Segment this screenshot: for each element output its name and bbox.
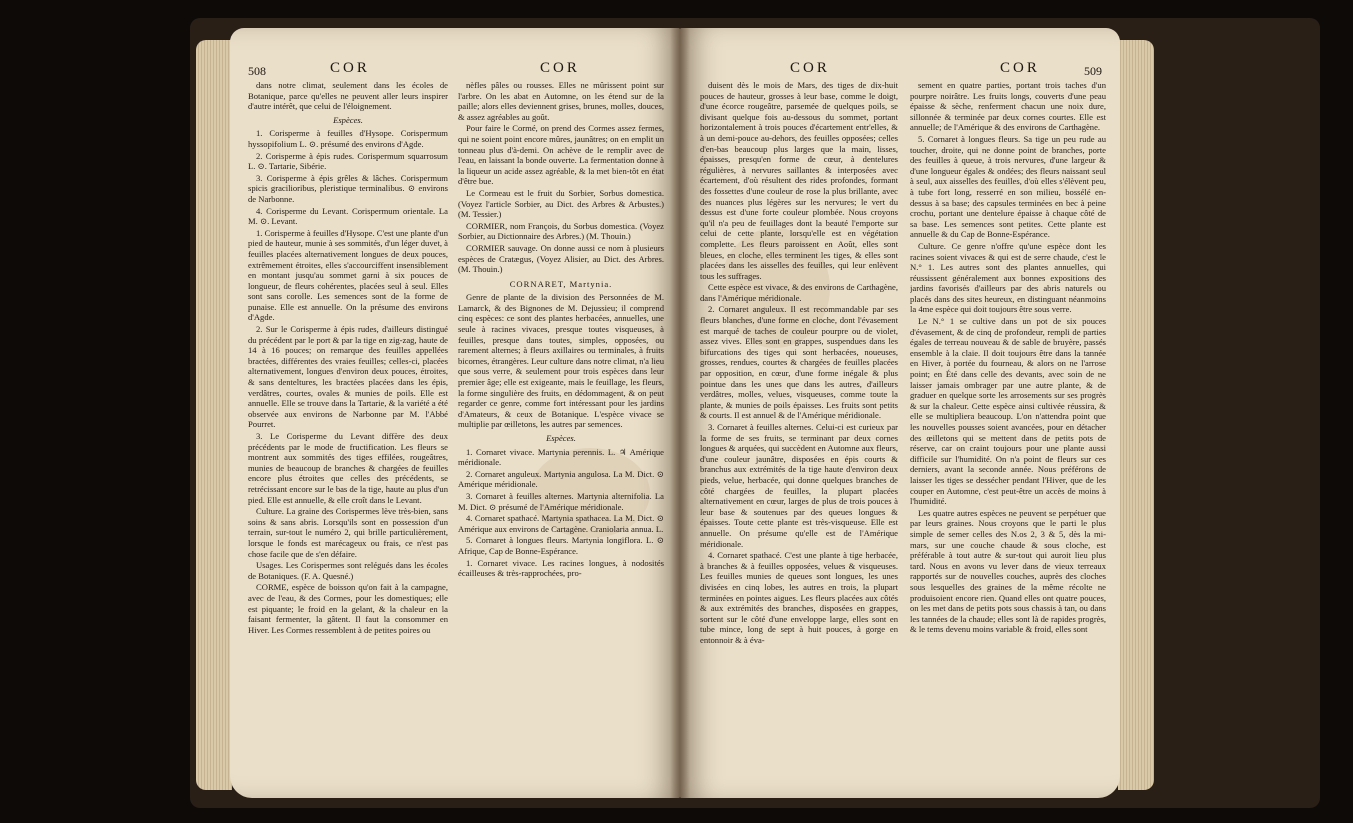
- paragraph: Culture. La graine des Corispermes lève très-bien, sans soins & sans abris. Lorsqu'ils sont en possession d'un terrain, sur-tout le numéro 2, qui brille particulièrement, lorsque le fonds est marécageux ou frais, ce n'est pas chose facile que de s'en défaire.: [248, 506, 448, 559]
- paragraph: Espèces.: [546, 433, 576, 443]
- text-column: [910, 80, 1106, 795]
- paragraph: 1. Corisperme à feuilles d'Hysope. C'est une plante d'un pied de hauteur, munie à ses sommités, d'un léger duvet, à feuilles placées alternativement longues de deux pouces, extrêmement étroites, elles s'accourciffent insensiblement en montant jusqu'au sommet garni à six pouces de longueur, de fleurs cohérentes, placées seul à seul. Elles sont sans corolle. Les semences sont de la forme de punaise. Elle est annuelle. On la présume des environs d'Agde.: [248, 227, 448, 323]
- paragraph: 4. Corisperme du Levant. Corispermum orientale. La M. ⊙. Levant.: [248, 205, 448, 227]
- paragraph: 1. Corisperme à feuilles d'Hysope. Corispermum hyssopifolium L. ⊙. présumé des environs d'Agde.: [248, 128, 448, 149]
- paragraph: Culture. Ce genre n'offre qu'une espèce dont les racines soient vivaces & qui est de serre chaude, c'est le N.° 1. Les autres sont des plantes annuelles, qui réussissent généralement aux bonnes expositions des jardins favorisés d'ailleurs par des abris naturels ou placés dans des sites heureux, en distinguant néanmoins la 4me espèce qui doit toujours être sous verre.: [910, 240, 1106, 315]
- paragraph: duisent dès le mois de Mars, des tiges de dix-huit pouces de hauteur, grosses à leur base, comme le doigt, d'une écorce rougeâtre, parsemée de quelques poils, se divisant quelque fois au-dessous du sommet, portant horizontalement à trois pouces d'écartement entr'elles, & à un demi-pouce au-dehors, des feuilles opposées; celles d'en-bas beaucoup plus larges que la main, lisses, épaisses, presqu'en forme de cœur, à dentelures régulières, à nervures saillantes & interposées avec écartement, d'où résultent des rides profondes, formant des fossettes d'une couleur de rose la plus brillante, avec des nuances plus légères sur les nervures; le vert du dessus est d'une forte couleur plombée. Nous croyons qu'il n'a peu de feuillages dont la beauté l'emporte sur celui de cette plante, lorsqu'elle est en végétation complette. Les fleurs paroissent en Août, elles sont bleues, en cloche, elles terminent les tiges, & elles sont placées dans les aisselles des feuilles, qui leur enlèvent tous les suffrages.: [700, 80, 898, 281]
- page-number: 509: [1084, 64, 1102, 78]
- left-page: [230, 28, 680, 798]
- right-page-edges: [1118, 40, 1154, 790]
- text-column: [248, 80, 448, 795]
- paragraph: 4. Cornaret spathacé. Martynia spathacea. La M. Dict. ⊙ Amérique aux environs de Cartagène. Craniolaria annua. L.: [458, 513, 664, 534]
- paragraph: CORMIER, nom François, du Sorbus domestica. (Voyez Sorbier, au Dictionnaire des Arbres.) (M. Thouin.): [458, 220, 664, 242]
- paragraph: 4. Cornaret spathacé. C'est une plante à tige herbacée, à branches & à feuilles opposées, velues & visqueuses. Les feuilles munies de queues sont longues, les unes divisées en cinq lobes, les autres en trois, la plupart terminées en pointes aigues. Les fleurs placées aux côtés & aux extrémités des branches, disposées en grappes, sortent sur le côté d'une enveloppe large, elles sont en tube mince, long de sept à huit pouces, à gorge en entonnoir & à éva-: [700, 550, 898, 645]
- paragraph: Le N.° 1 se cultive dans un pot de six pouces d'évasement, & de cinq de profondeur, rempli de parties égales de terreau nouveau & de sable de bruyère, passés ensemble à la claie. Il doit toujours être dans la tannée en Hiver, à portée du fourneau, & alors on ne l'arrose point; en Été dans celle des devants, avec soin de ne laisser jamais ombrager par une autre plante, & de graduer en quelque sorte les arrosements sur ses progrès & sur la chaleur. Cette espèce ainsi cultivée réussira, & elle se multipliera beaucoup. L'on n'attendra point que les nouvelles pousses soient avancées, pour en détacher des œilletons qui se mettent dans de petits pots de réserve, car on craint toujours pour une plante aussi difficile sur l'humidité. On n'a point de fleurs sur ces derniers, avant la seconde année. Nous préférons de laisser les tiges se dessécher pendant l'Hiver, que de les couper en Automne, c'est peut-être un accès de moins à l'humidité.: [910, 316, 1106, 507]
- book-gutter: [670, 28, 690, 798]
- paragraph: CORME, espèce de boisson qu'on fait à la campagne, avec de l'eau, & des Cormes, pour les domestiques; elle est piquante; le froid en la gelant, & la chaleur en la faisant fermenter, la gâtent. Il faut la consommer en Hiver. Les Cormes ressemblent à de petites poires ou: [248, 582, 448, 635]
- paragraph: 2. Cornaret anguleux. Il est recommandable par ses fleurs blanches, d'une forme en cloche, dont l'évasement est marqué de taches de couleur pourpre ou de violet, assez vives. Elles sont en grappes, suspendues dans les bifurcations des tiges qui sont herbacées, noueuses, grosses, rendues, courtes & chargées de feuilles placées par opposition, en cœur, d'une forme inégale & plus pointue dans les unes que dans les autres, d'ailleurs verdâtres, molles, velues, visqueuses, comme toute la plante, & munies de poils épaisses. Les fruits sont petits & courts. Il est annuel & de l'Amérique méridionale.: [700, 304, 898, 421]
- text-column: [458, 80, 664, 795]
- paragraph: 3. Cornaret à feuilles alternes. Martynia alternifolia. La M. Dict. ⊙ présumé de l'Amérique méridionale.: [458, 490, 664, 512]
- paragraph: 3. Cornaret à feuilles alternes. Celui-ci est curieux par la forme de ses fruits, se terminant par deux cornes longues & arquées, qui succèdent en Automne aux fleurs, d'une couleur jaunâtre, disposées en épis courts & branchus aux extrémités de la tige haute d'environ deux pieds, velue, herbacée, qui donne quelques branches de côté chargées de feuilles, la plupart placées alternativement en cœur, larges de plus de trois pouces à leur base & soutenues par des queues longues & épaisses. Toute cette plante est très-visqueuse. Elle est annuelle. On présume qu'elle est de l'Amérique méridionale.: [700, 422, 898, 549]
- paragraph: sement en quatre parties, portant trois taches d'un pourpre noirâtre. Les fruits longs, couverts d'une peau épaisse & sèche, renferment chacun une noix dure, sillonnée & terminée par deux cornes courtes. Elle est annuelle; de l'Amérique & des environs de Carthagène.: [910, 80, 1106, 133]
- paragraph: dans notre climat, seulement dans les écoles de Botanique, parce qu'elles ne peuvent aller leurs inspirer d'autre intérêt, que celui de l'éloignement.: [248, 80, 448, 112]
- paragraph: 5. Cornaret à longues fleurs. Sa tige un peu rude au toucher, droite, qui ne donne point de branches, porte des feuilles à queue, à trois nervures, d'une largeur & d'une longueur égales & ondées; des fleurs naissant seul à seul, aux aisselles des feuilles, d'où elles s'élèvent peu, à tube fort long, resserré en son milieu, bossélé en-dessus à sa base; des capsules terminées en bec à peine crochu, portant une dentelure épaisse à chaque côté de sa base. Les semences sont petites. Cette plante est annuelle & du Cap de Bonne-Espérance.: [910, 133, 1106, 240]
- page-number: 508: [248, 64, 266, 78]
- paragraph: Les quatre autres espèces ne peuvent se perpétuer que par leurs graines. Nous croyons que le parti le plus simple de semer celles des N.os 2, 3 & 5, dès la mi-mars, sur une couche chaude & sous cloche, est préférable à tout autre & sur-tout qui auroit lieu plus tard. Nous en avons vu lever dans de vieux terreaux rapportés sur de nouvelles couches, auprès des cloches sous lesquelles des graines de la même récolte ne produisoient encore rien. Quand elles ont quatre pouces, on les met dans de petits pots sous chassis à tan, ou dans les tannées de la chaude; elles sont là de rapides progrès, & le tems devenu moins variable & froid, elles sont: [910, 507, 1106, 635]
- text-column: [700, 80, 898, 795]
- paragraph: CORNARET, Martynia.: [509, 278, 613, 289]
- paragraph: Espèces.: [333, 114, 363, 125]
- paragraph: 5. Cornaret à longues fleurs. Martynia longiflora. L. ⊙ Afrique, Cap de Bonne-Espérance.: [458, 535, 664, 556]
- left-page-edges: [196, 40, 232, 790]
- paragraph: 2. Cornaret anguleux. Martynia angulosa. La M. Dict. ⊙ Amérique méridionale.: [458, 468, 664, 490]
- paragraph: 1. Cornaret vivace. Martynia perennis. L. ♃ Amérique méridionale.: [458, 446, 664, 468]
- right-page: [680, 28, 1120, 798]
- paragraph: 2. Sur le Corisperme à épis rudes, d'ailleurs distingué du précédent par le port & par la tige en zig-zag, haute de 14 à 16 pouces; on remarque des feuilles appellées bractées, différentes des vraies feuilles; celles-ci, placées alternativement, longues d'environ deux pouces, étroites, & sans denteltures, les bractées placées dans les épis, verdâtres, courtes, ovales & munies de poils. Elle est annuelle. Elle se trouve dans la Tartarie, & la variété a été observée aux environs de Narbonne par M. l'Abbé Pourret.: [248, 324, 448, 430]
- running-head: COR: [790, 60, 830, 76]
- paragraph: 1. Cornaret vivace. Les racines longues, à nodosités écailleuses & très-rapprochées, pro-: [458, 557, 664, 579]
- paragraph: 3. Corisperme à épis grêles & lâches. Corispermum spicis gracilioribus, pleristique terminalibus. ⊙ environs de Narbonne.: [248, 172, 448, 204]
- paragraph: Cette espèce est vivace, & des environs de Carthagène, dans l'Amérique méridionale.: [700, 282, 898, 303]
- paragraph: 3. Le Corisperme du Levant diffère des deux précédents par le mode de fructification. Les fleurs se montrent aux sommités des tiges effilées, rougeâtres, munies de beaucoup de branches & chargées de feuilles encore plus étroites que celles des précédents, se retrécissant encore sur le bas de la tige, haute au plus d'un pied. Elle est annuelle, & elle croît dans le Levant.: [248, 431, 448, 505]
- paragraph: nèfles pâles ou rousses. Elles ne mûrissent point sur l'arbre. On les abat en Automne, on les étend sur de la paille; alors elles deviennent grises, brunes, molles, douces, & assez agréables au goût.: [458, 80, 664, 122]
- running-head: COR: [330, 60, 370, 76]
- paragraph: 2. Corisperme à épis rudes. Corispermum squarrosum L. ⊙. Tartarie, Sibérie.: [248, 150, 448, 172]
- paragraph: CORMIER sauvage. On donne aussi ce nom à plusieurs espèces de Cratægus, (Voyez Alisier, au Dict. des Arbres. (M. Thouin.): [458, 242, 664, 275]
- running-head: COR: [540, 60, 580, 76]
- paragraph: Le Cormeau est le fruit du Sorbier, Sorbus domestica. (Voyez l'article Sorbier, au Dict. des Arbres & Arbustes.) (M. Tessier.): [458, 187, 664, 220]
- paragraph: Genre de plante de la division des Personnées de M. Lamarck, & des Bignones de M. Dejussieu; il comprend cinq espèces: ce sont des plantes herbacées, annuelles, une seule à racines vivaces, presque toutes visqueuses, à feuilles, presque dans toutes, simples, opposées, ou rarement alternes; à fleurs axillaires ou terminales, à fruits bicornes, étrangères. Leur culture dans notre climat, n'a lieu que sous verre, & seulement pour trois espèces dans leur premier âge; elle est exigeante, mais le feuillage, les fleurs, la forme singulière des fruits, en dédommagent, & on peut regarder ce genre, comme fort intéressant pour les jardins d'Amateurs, & ceux de Botanique. L'espèce vivace se multiplie par œilletons, les autres par semences.: [458, 292, 664, 430]
- running-head: COR: [1000, 60, 1040, 76]
- paragraph: Usages. Les Corispermes sont relégués dans les écoles de Botaniques. (F. A. Quesné.): [248, 560, 448, 581]
- paragraph: Pour faire le Cormé, on prend des Cormes assez fermes, qui ne soient point encore mûres, jaunâtres; on en emplit un tonneau plus d'à-demi. On achève de le remplir avec de l'eau, en laissant la bonde ouverte. La fermentation donne à la liqueur un acide assez agréable, & la met bien-tôt en état d'être bue.: [458, 123, 664, 187]
